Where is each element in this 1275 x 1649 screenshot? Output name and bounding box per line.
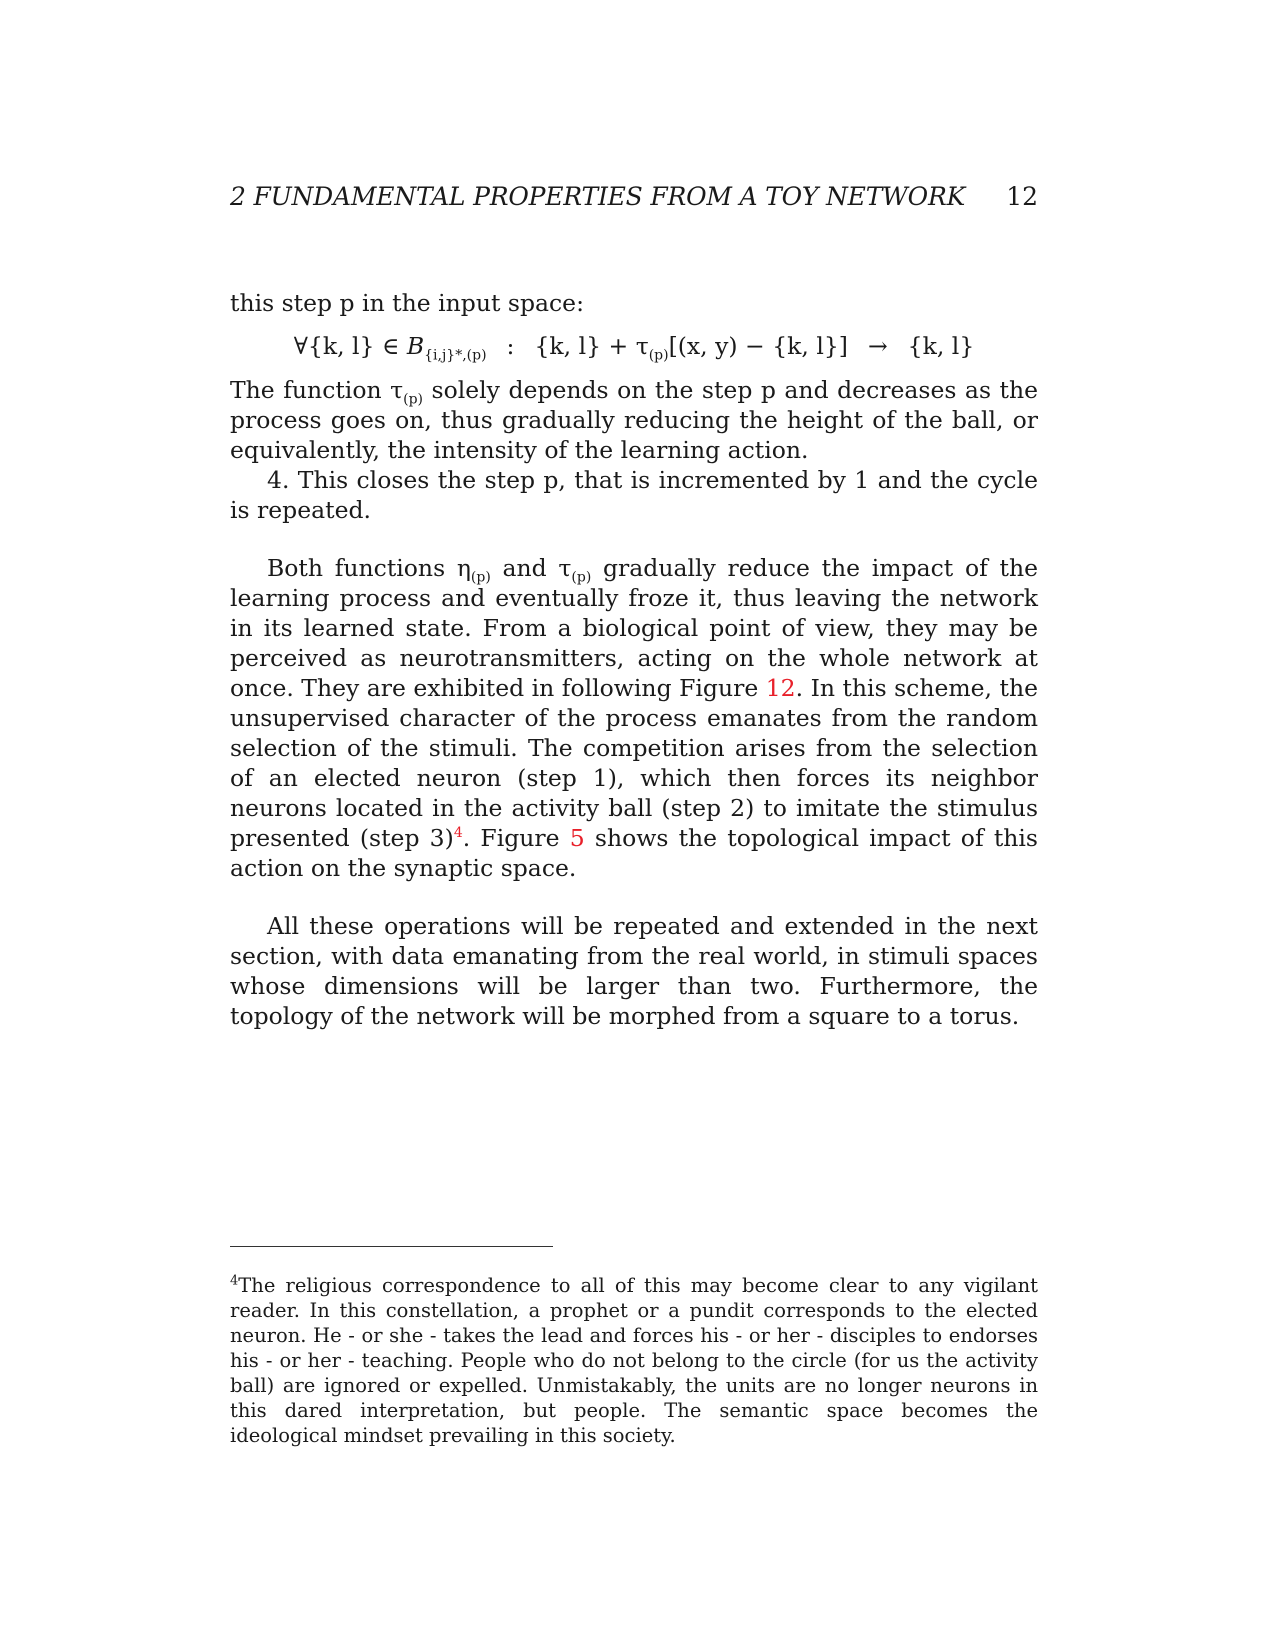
footnote-4 <box>230 1273 1038 1448</box>
eq-rhs: [(x, y) − {k, l}] <box>668 332 848 360</box>
eq-result: {k, l} <box>907 332 975 360</box>
p3-text-d: . In this scheme, the unsupervised character of the process emanates from the random selection of the stimuli. The competition arises from the selection of an elected neuron (step 1), which then forces its neighbor neurons located in the activity ball (step 2) to imitate the stimulus presented (step 3) <box>230 674 1038 852</box>
update-equation <box>230 331 1038 364</box>
figure-5-link[interactable]: 5 <box>569 824 585 852</box>
eq-lhs-sub: (p) <box>648 347 669 364</box>
p3-text-c: gradually reduce the impact of the learning process and eventually froze it, thus leaving the network in its learned state. From a biological point of view, they may be perceived as neurotransmitters, acting on the whole network at once. They are exhibited in following Figure <box>230 554 1038 702</box>
paragraph-step4: 4. This closes the step p, that is incremented by 1 and the cycle is repeated. <box>230 466 1038 524</box>
section-title: 2 FUNDAMENTAL PROPERTIES FROM A TOY NETWORK <box>230 182 966 211</box>
p3-text-e: . Figure <box>462 824 570 852</box>
eq-set: B <box>406 332 425 360</box>
p3-text-b: and τ <box>490 554 572 582</box>
footnote-text: The religious correspondence to all of this may become clear to any vigilant reader. In this constellation, a prophet or a pundit corresponds to the elected neuron. He - or she - takes the lead and forces his - or her - disciples to endorses his - or her - teaching. People who do not belong to the circle (for us the activity ball) are ignored or expelled. Unmistakably, the units are no longer neurons in this dared interpretation, but people. The semantic space becomes the ideological mindset prevailing in this society. <box>230 1273 1038 1447</box>
footnote-4-link[interactable]: 4 <box>453 825 463 842</box>
body-text <box>230 288 1038 1031</box>
eq-colon: : <box>506 332 515 360</box>
paragraph-tau <box>230 375 1038 465</box>
eq-set-sub: {i,j}*,(p) <box>424 347 487 364</box>
running-header <box>230 182 1038 218</box>
page-number: 12 <box>1006 182 1038 211</box>
p3-text-f: shows the topological impact of this action on the synaptic space. <box>230 824 1038 882</box>
intro-line: this step p in the input space: <box>230 289 584 317</box>
footnote-divider <box>230 1246 553 1247</box>
eq-quantifier: ∀{k, l} ∈ <box>293 332 407 360</box>
paragraph-functions <box>230 553 1038 883</box>
p1-text-a: The function τ <box>230 376 404 404</box>
eq-lhs: {k, l} + τ <box>534 332 649 360</box>
p3-text-a: Both functions η <box>267 554 471 582</box>
figure-12-link[interactable]: 12 <box>765 674 796 702</box>
p1-text-b: solely depends on the step p and decreases as the process goes on, thus gradually reducing the height of the ball, or equivalently, the intensity of the learning action. <box>230 376 1038 464</box>
eq-arrow: → <box>867 332 888 360</box>
footnote-mark: 4 <box>230 1273 239 1288</box>
p1-sub: (p) <box>403 391 424 408</box>
p3-sub-eta: (p) <box>470 569 491 586</box>
paragraph-operations: All these operations will be repeated and extended in the next section, with data emanating from the real world, in stimuli spaces whose dimensions will be larger than two. Furthermore, the topology of the network will be morphed from a square to a torus. <box>230 912 1038 1030</box>
p3-sub-tau: (p) <box>571 569 592 586</box>
